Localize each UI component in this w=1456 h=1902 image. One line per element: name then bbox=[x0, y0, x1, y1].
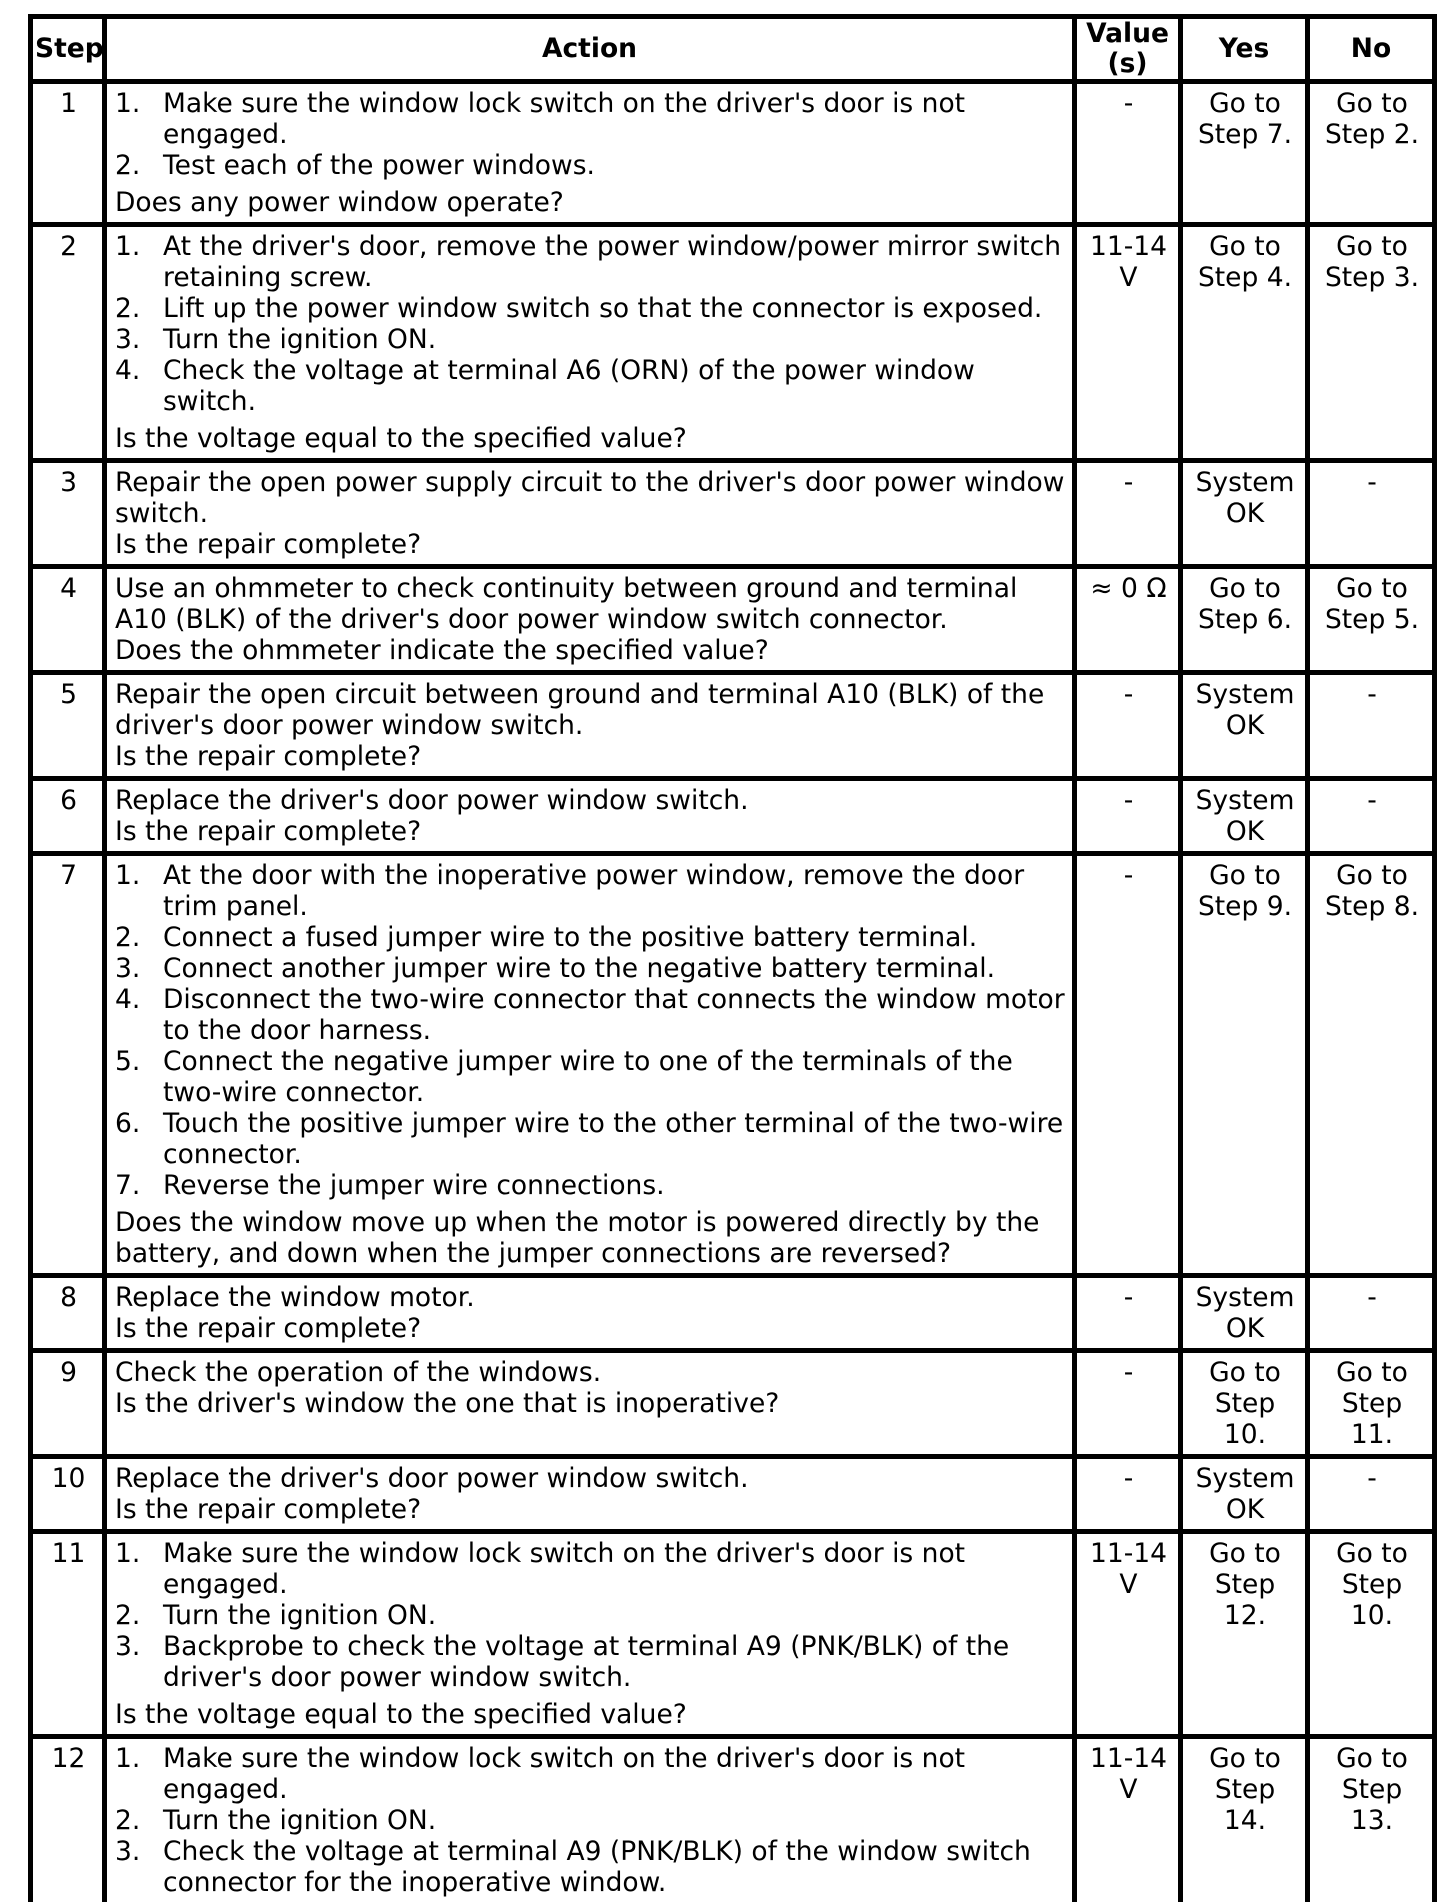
no-cell: Go to Step 11. bbox=[1308, 1351, 1435, 1457]
yes-cell: Go to Step 6. bbox=[1181, 567, 1308, 673]
table-row bbox=[31, 1276, 1435, 1351]
value-cell: 11-14 V bbox=[1075, 225, 1181, 461]
instruction-list bbox=[115, 1538, 1066, 1693]
instruction-number: 2. bbox=[115, 293, 163, 324]
yes-cell: Go to Step 14. bbox=[1181, 1737, 1308, 1902]
instruction-text: Check the voltage at terminal A9 (PNK/BLK) of the window switch connector for the inoperative window. bbox=[163, 1836, 1066, 1898]
instruction-item bbox=[115, 984, 1066, 1046]
instruction-number: 1. bbox=[115, 860, 163, 922]
step-cell: 12 bbox=[31, 1737, 105, 1902]
instruction-item bbox=[115, 1538, 1066, 1600]
instruction-text: Turn the ignition ON. bbox=[163, 1600, 1066, 1631]
instruction-number: 2. bbox=[115, 1600, 163, 1631]
instruction-number: 1. bbox=[115, 1743, 163, 1805]
step-cell: 4 bbox=[31, 567, 105, 673]
instruction-text: Reverse the jumper wire connections. bbox=[163, 1170, 1066, 1201]
table-row bbox=[31, 567, 1435, 673]
table-row bbox=[31, 673, 1435, 779]
action-cell bbox=[105, 225, 1075, 461]
table-row bbox=[31, 854, 1435, 1276]
instruction-number: 1. bbox=[115, 231, 163, 293]
yes-cell: Go to Step 10. bbox=[1181, 1351, 1308, 1457]
instruction-number: 4. bbox=[115, 355, 163, 417]
value-cell: 11-14 V bbox=[1075, 1532, 1181, 1737]
no-cell: Go to Step 8. bbox=[1308, 854, 1435, 1276]
instruction-list bbox=[115, 860, 1066, 1201]
no-cell: - bbox=[1308, 461, 1435, 567]
action-text: Replace the driver's door power window switch. bbox=[115, 1463, 1066, 1494]
instruction-text: Connect the negative jumper wire to one of the terminals of the two-wire connector. bbox=[163, 1046, 1066, 1108]
instruction-number: 5. bbox=[115, 1046, 163, 1108]
instruction-item bbox=[115, 293, 1066, 324]
action-cell bbox=[105, 82, 1075, 225]
instruction-text: Lift up the power window switch so that the connector is exposed. bbox=[163, 293, 1066, 324]
action-cell bbox=[105, 567, 1075, 673]
action-cell bbox=[105, 854, 1075, 1276]
instruction-text: Connect a fused jumper wire to the positive battery terminal. bbox=[163, 922, 1066, 953]
action-question: Is the repair complete? bbox=[115, 1494, 1066, 1525]
header-value: Value (s) bbox=[1075, 17, 1181, 82]
value-cell: - bbox=[1075, 82, 1181, 225]
instruction-item bbox=[115, 231, 1066, 293]
action-text: Replace the window motor. bbox=[115, 1282, 1066, 1313]
instruction-text: Check the voltage at terminal A6 (ORN) of the power window switch. bbox=[163, 355, 1066, 417]
action-question: Is the voltage equal to the specified value? bbox=[115, 1699, 1066, 1730]
instruction-number: 3. bbox=[115, 1631, 163, 1693]
step-cell: 2 bbox=[31, 225, 105, 461]
header-row bbox=[31, 17, 1435, 82]
value-cell: ≈ 0 Ω bbox=[1075, 567, 1181, 673]
instruction-number: 2. bbox=[115, 1805, 163, 1836]
yes-cell: System OK bbox=[1181, 1276, 1308, 1351]
instruction-item bbox=[115, 953, 1066, 984]
table-row bbox=[31, 1737, 1435, 1902]
step-cell: 1 bbox=[31, 82, 105, 225]
action-text: Check the operation of the windows. bbox=[115, 1357, 1066, 1388]
instruction-text: Connect another jumper wire to the negative battery terminal. bbox=[163, 953, 1066, 984]
header-step: Step bbox=[31, 17, 105, 82]
instruction-number: 2. bbox=[115, 922, 163, 953]
no-cell: Go to Step 13. bbox=[1308, 1737, 1435, 1902]
no-cell: - bbox=[1308, 779, 1435, 854]
instruction-list bbox=[115, 231, 1066, 417]
instruction-item bbox=[115, 150, 1066, 181]
instruction-item bbox=[115, 324, 1066, 355]
yes-cell: Go to Step 9. bbox=[1181, 854, 1308, 1276]
instruction-text: Backprobe to check the voltage at terminal A9 (PNK/BLK) of the driver's door power window switch. bbox=[163, 1631, 1066, 1693]
instruction-text: Make sure the window lock switch on the driver's door is not engaged. bbox=[163, 1743, 1066, 1805]
instruction-number: 1. bbox=[115, 1538, 163, 1600]
action-text: Replace the driver's door power window switch. bbox=[115, 785, 1066, 816]
action-text: Repair the open power supply circuit to the driver's door power window switch. bbox=[115, 467, 1066, 529]
no-cell: Go to Step 5. bbox=[1308, 567, 1435, 673]
value-cell: - bbox=[1075, 1351, 1181, 1457]
action-cell bbox=[105, 673, 1075, 779]
table-row bbox=[31, 82, 1435, 225]
value-cell: - bbox=[1075, 673, 1181, 779]
no-cell: Go to Step 10. bbox=[1308, 1532, 1435, 1737]
table-row bbox=[31, 461, 1435, 567]
action-cell bbox=[105, 1457, 1075, 1532]
action-cell bbox=[105, 1351, 1075, 1457]
yes-cell: Go to Step 12. bbox=[1181, 1532, 1308, 1737]
step-cell: 5 bbox=[31, 673, 105, 779]
no-cell: - bbox=[1308, 673, 1435, 779]
table-row bbox=[31, 1532, 1435, 1737]
table-row bbox=[31, 1457, 1435, 1532]
action-question: Does any power window operate? bbox=[115, 187, 1066, 218]
value-cell: - bbox=[1075, 854, 1181, 1276]
instruction-item bbox=[115, 355, 1066, 417]
yes-cell: System OK bbox=[1181, 1457, 1308, 1532]
instruction-number: 7. bbox=[115, 1170, 163, 1201]
instruction-item bbox=[115, 1600, 1066, 1631]
instruction-number: 2. bbox=[115, 150, 163, 181]
action-question: Is the driver's window the one that is inoperative? bbox=[115, 1388, 1066, 1419]
instruction-text: Make sure the window lock switch on the driver's door is not engaged. bbox=[163, 1538, 1066, 1600]
instruction-number: 3. bbox=[115, 324, 163, 355]
action-cell bbox=[105, 461, 1075, 567]
value-cell: - bbox=[1075, 1457, 1181, 1532]
value-cell: - bbox=[1075, 1276, 1181, 1351]
header-action: Action bbox=[105, 17, 1075, 82]
action-question: Is the repair complete? bbox=[115, 816, 1066, 847]
instruction-item bbox=[115, 88, 1066, 150]
instruction-number: 4. bbox=[115, 984, 163, 1046]
action-question: Is the repair complete? bbox=[115, 529, 1066, 560]
action-question: Is the voltage equal to the specified value? bbox=[115, 423, 1066, 454]
instruction-item bbox=[115, 922, 1066, 953]
table-row bbox=[31, 779, 1435, 854]
yes-cell: System OK bbox=[1181, 779, 1308, 854]
instruction-item bbox=[115, 1743, 1066, 1805]
step-cell: 9 bbox=[31, 1351, 105, 1457]
yes-cell: Go to Step 4. bbox=[1181, 225, 1308, 461]
action-cell bbox=[105, 1276, 1075, 1351]
instruction-text: Touch the positive jumper wire to the other terminal of the two-wire connector. bbox=[163, 1108, 1066, 1170]
instruction-text: Test each of the power windows. bbox=[163, 150, 1066, 181]
action-question: Does the ohmmeter indicate the specified value? bbox=[115, 635, 1066, 666]
table-body bbox=[31, 82, 1435, 1902]
instruction-text: At the driver's door, remove the power window/power mirror switch retaining screw. bbox=[163, 231, 1066, 293]
instruction-number: 6. bbox=[115, 1108, 163, 1170]
instruction-item bbox=[115, 1631, 1066, 1693]
action-cell bbox=[105, 1737, 1075, 1902]
instruction-text: At the door with the inoperative power window, remove the door trim panel. bbox=[163, 860, 1066, 922]
no-cell: - bbox=[1308, 1457, 1435, 1532]
action-question: Does the window move up when the motor is powered directly by the battery, and down when the jumper connections are reversed? bbox=[115, 1207, 1066, 1269]
header-yes: Yes bbox=[1181, 17, 1308, 82]
step-cell: 11 bbox=[31, 1532, 105, 1737]
instruction-list bbox=[115, 88, 1066, 181]
value-cell: 11-14 V bbox=[1075, 1737, 1181, 1902]
instruction-item bbox=[115, 860, 1066, 922]
instruction-list bbox=[115, 1743, 1066, 1898]
instruction-text: Turn the ignition ON. bbox=[163, 1805, 1066, 1836]
instruction-text: Disconnect the two-wire connector that connects the window motor to the door harness. bbox=[163, 984, 1066, 1046]
instruction-item bbox=[115, 1836, 1066, 1898]
yes-cell: Go to Step 7. bbox=[1181, 82, 1308, 225]
yes-cell: System OK bbox=[1181, 461, 1308, 567]
action-text: Use an ohmmeter to check continuity between ground and terminal A10 (BLK) of the driver's door power window switch connector. bbox=[115, 573, 1066, 635]
value-cell: - bbox=[1075, 461, 1181, 567]
instruction-number: 3. bbox=[115, 953, 163, 984]
step-cell: 3 bbox=[31, 461, 105, 567]
instruction-item bbox=[115, 1805, 1066, 1836]
instruction-item bbox=[115, 1170, 1066, 1201]
step-cell: 10 bbox=[31, 1457, 105, 1532]
diagnostic-table bbox=[28, 14, 1437, 1902]
step-cell: 6 bbox=[31, 779, 105, 854]
instruction-text: Turn the ignition ON. bbox=[163, 324, 1066, 355]
action-text: Repair the open circuit between ground and terminal A10 (BLK) of the driver's door power window switch. bbox=[115, 679, 1066, 741]
step-cell: 7 bbox=[31, 854, 105, 1276]
no-cell: Go to Step 2. bbox=[1308, 82, 1435, 225]
yes-cell: System OK bbox=[1181, 673, 1308, 779]
step-cell: 8 bbox=[31, 1276, 105, 1351]
table-row bbox=[31, 1351, 1435, 1457]
table-row bbox=[31, 225, 1435, 461]
value-cell: - bbox=[1075, 779, 1181, 854]
header-no: No bbox=[1308, 17, 1435, 82]
instruction-item bbox=[115, 1046, 1066, 1108]
instruction-number: 3. bbox=[115, 1836, 163, 1898]
action-question: Is the repair complete? bbox=[115, 1313, 1066, 1344]
action-cell bbox=[105, 1532, 1075, 1737]
instruction-item bbox=[115, 1108, 1066, 1170]
no-cell: - bbox=[1308, 1276, 1435, 1351]
action-cell bbox=[105, 779, 1075, 854]
instruction-text: Make sure the window lock switch on the driver's door is not engaged. bbox=[163, 88, 1066, 150]
no-cell: Go to Step 3. bbox=[1308, 225, 1435, 461]
instruction-number: 1. bbox=[115, 88, 163, 150]
action-question: Is the repair complete? bbox=[115, 741, 1066, 772]
